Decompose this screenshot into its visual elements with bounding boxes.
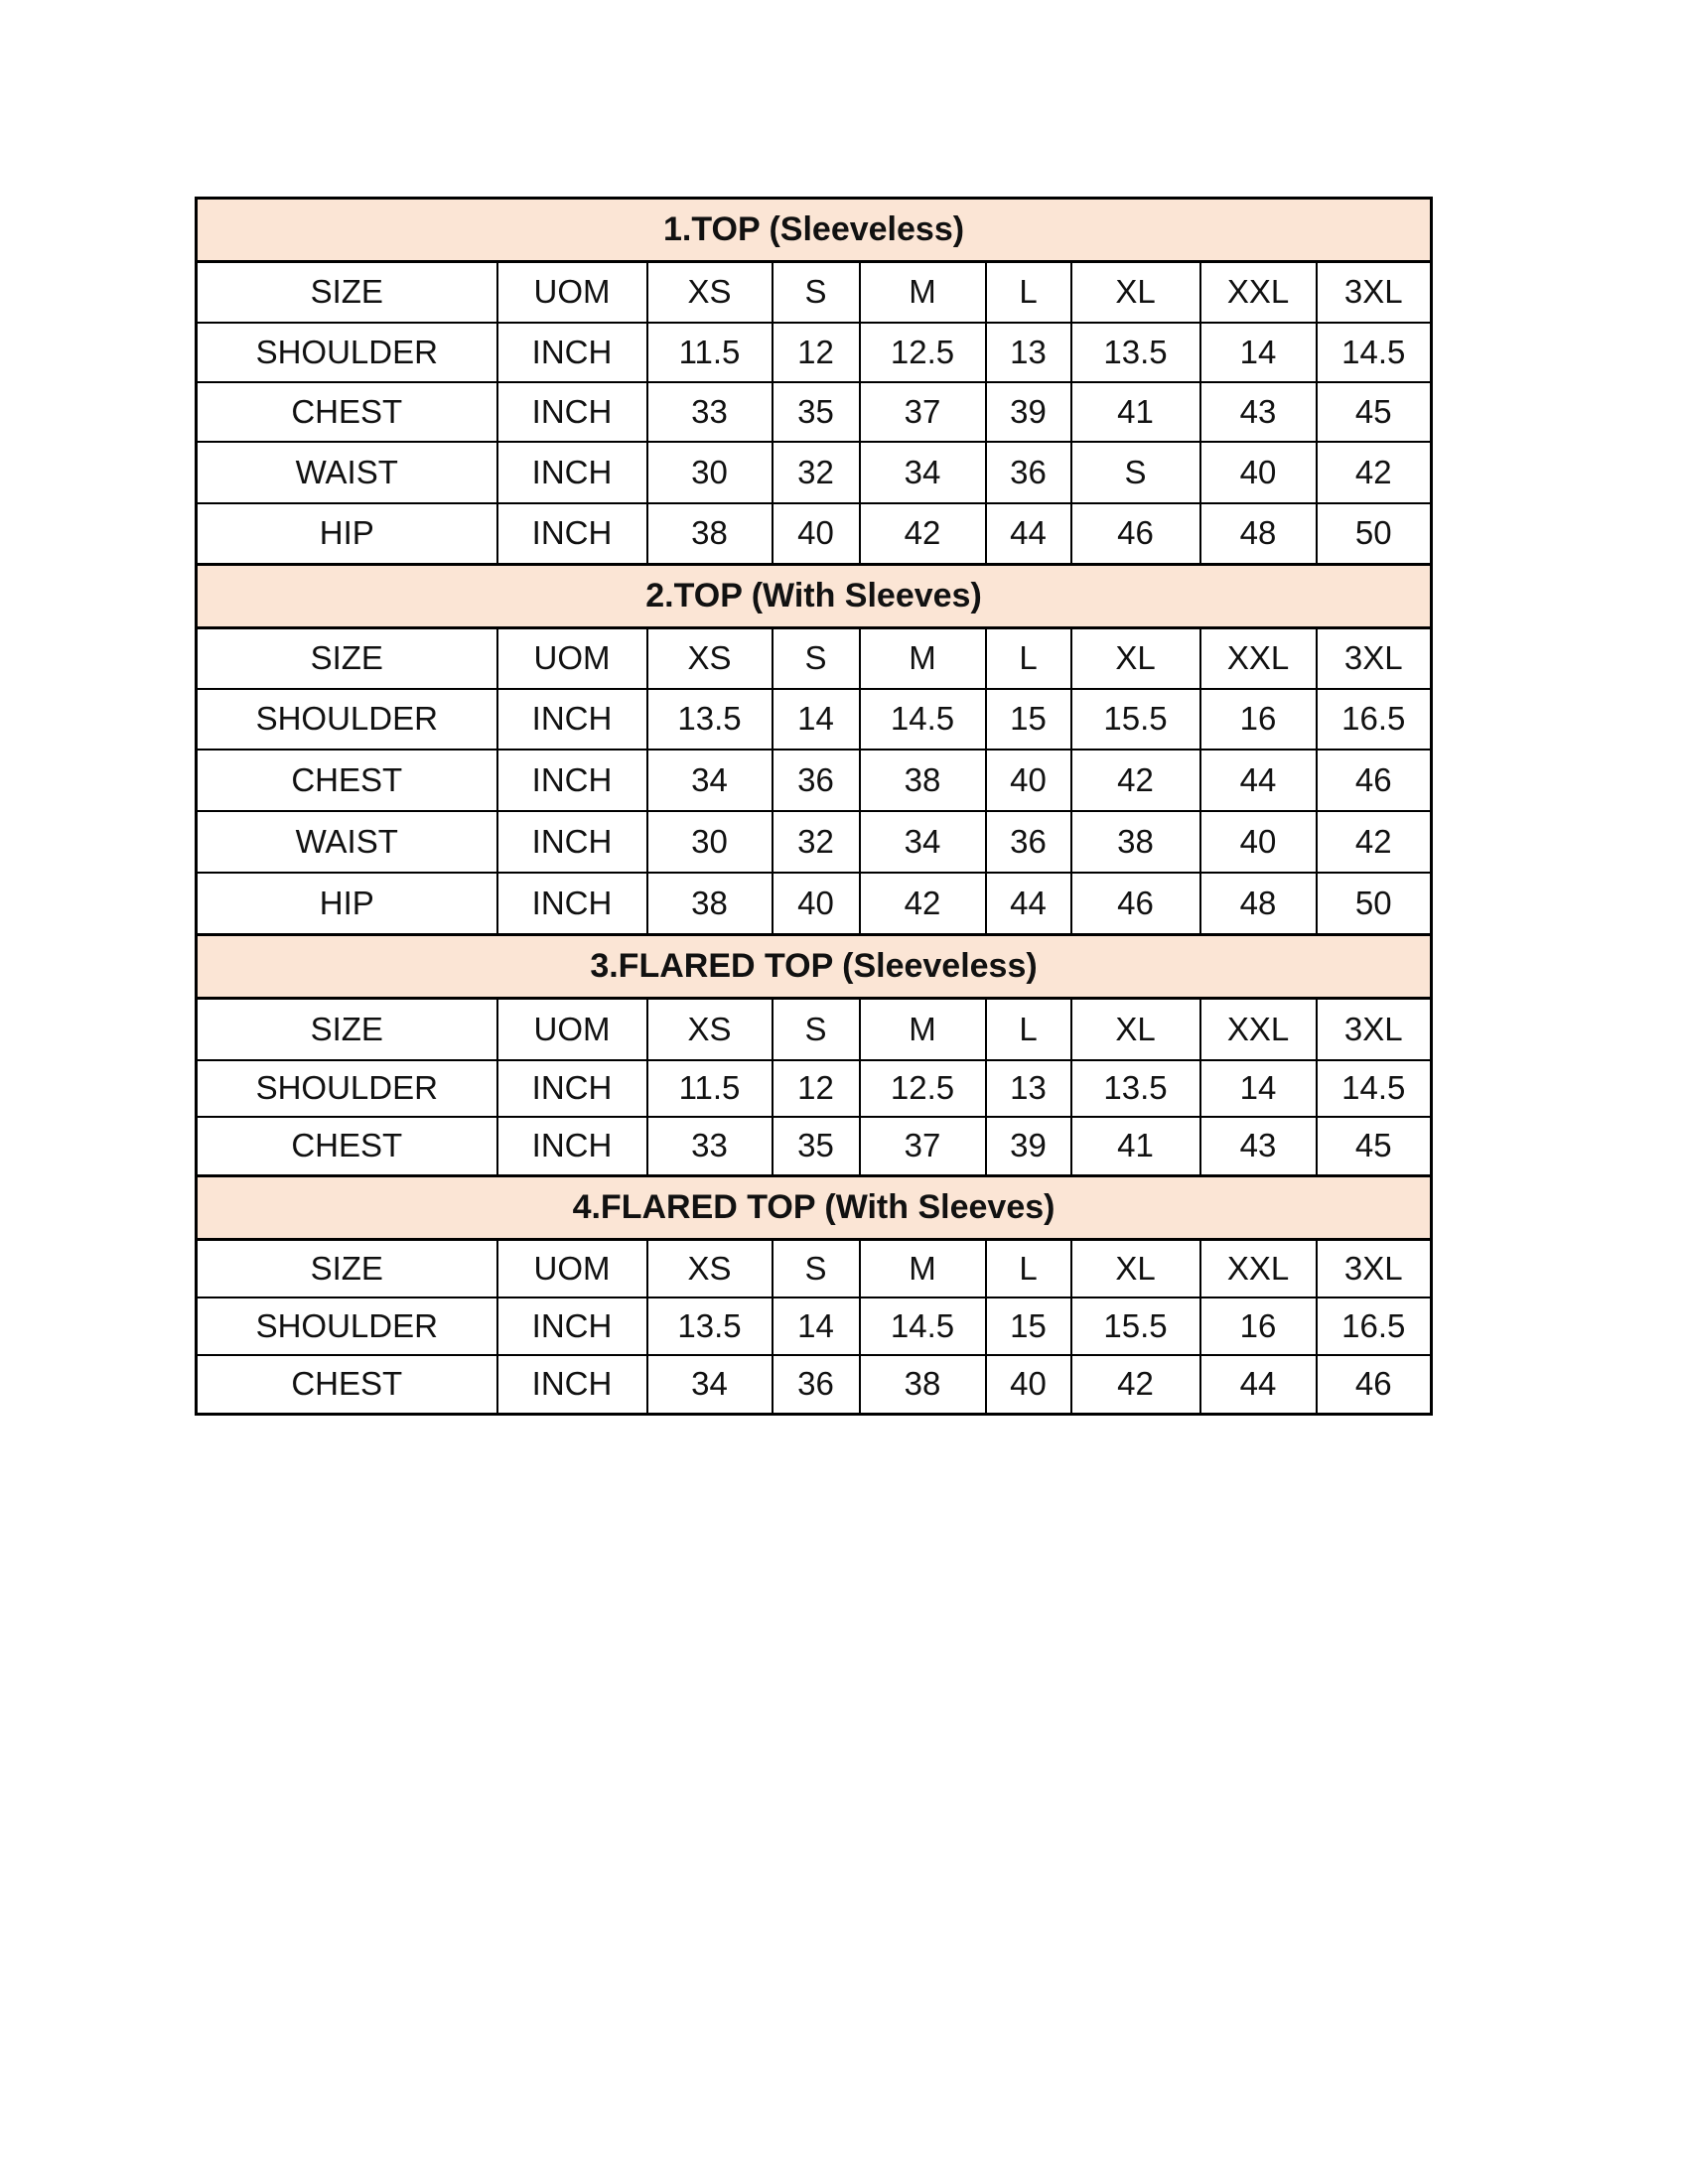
unit-cell: INCH (497, 1117, 647, 1176)
measurement-value-cell: 14.5 (860, 689, 986, 750)
measurement-value-cell: 14 (1200, 323, 1317, 382)
measurement-value-cell: 46 (1317, 750, 1432, 811)
measurement-value-cell: 35 (773, 1117, 860, 1176)
measurement-value-cell: 30 (647, 442, 773, 503)
measurement-value-cell: 40 (1200, 811, 1317, 873)
measurement-value-cell: 36 (773, 750, 860, 811)
measurement-value-cell: 46 (1071, 873, 1200, 935)
section-title-row (197, 199, 1432, 262)
measurement-value-cell: 42 (1317, 442, 1432, 503)
measurement-name-cell: SHOULDER (197, 1297, 497, 1355)
measurement-value-cell: 11.5 (647, 1060, 773, 1117)
measurement-value-cell: 50 (1317, 873, 1432, 935)
unit-cell: INCH (497, 750, 647, 811)
unit-cell: INCH (497, 873, 647, 935)
section-title-row (197, 935, 1432, 999)
measurement-value-cell: S (1071, 442, 1200, 503)
unit-cell: INCH (497, 811, 647, 873)
measurement-value-cell: 40 (773, 503, 860, 565)
size-header-cell: L (986, 628, 1071, 689)
measurement-row (197, 382, 1432, 442)
measurement-value-cell: 46 (1317, 1355, 1432, 1415)
size-header-cell: XS (647, 999, 773, 1060)
measurement-value-cell: 41 (1071, 382, 1200, 442)
measurement-value-cell: 36 (986, 811, 1071, 873)
measurement-value-cell: 42 (1071, 750, 1200, 811)
measurement-value-cell: 15 (986, 1297, 1071, 1355)
measurement-value-cell: 11.5 (647, 323, 773, 382)
measurement-value-cell: 45 (1317, 382, 1432, 442)
measurement-value-cell: 40 (986, 750, 1071, 811)
size-header-cell: SIZE (197, 628, 497, 689)
size-header-cell: S (773, 999, 860, 1060)
measurement-value-cell: 16.5 (1317, 1297, 1432, 1355)
size-header-cell: XXL (1200, 262, 1317, 323)
measurement-name-cell: HIP (197, 503, 497, 565)
measurement-value-cell: 14 (773, 1297, 860, 1355)
measurement-name-cell: SHOULDER (197, 1060, 497, 1117)
measurement-row (197, 811, 1432, 873)
measurement-value-cell: 12 (773, 1060, 860, 1117)
size-header-cell: 3XL (1317, 628, 1432, 689)
measurement-value-cell: 33 (647, 382, 773, 442)
measurement-value-cell: 33 (647, 1117, 773, 1176)
measurement-name-cell: CHEST (197, 382, 497, 442)
unit-cell: INCH (497, 1355, 647, 1415)
section-title: 4.FLARED TOP (With Sleeves) (197, 1176, 1432, 1240)
measurement-value-cell: 12 (773, 323, 860, 382)
measurement-row (197, 1060, 1432, 1117)
measurement-name-cell: CHEST (197, 1117, 497, 1176)
measurement-value-cell: 48 (1200, 503, 1317, 565)
unit-cell: INCH (497, 1297, 647, 1355)
measurement-name-cell: CHEST (197, 750, 497, 811)
measurement-value-cell: 44 (1200, 750, 1317, 811)
measurement-value-cell: 36 (773, 1355, 860, 1415)
size-header-cell: XL (1071, 262, 1200, 323)
measurement-value-cell: 14.5 (1317, 1060, 1432, 1117)
measurement-value-cell: 37 (860, 1117, 986, 1176)
size-header-row (197, 1240, 1432, 1297)
size-header-cell: XXL (1200, 999, 1317, 1060)
unit-cell: INCH (497, 442, 647, 503)
size-header-cell: XL (1071, 999, 1200, 1060)
size-header-cell: UOM (497, 1240, 647, 1297)
section-title: 3.FLARED TOP (Sleeveless) (197, 935, 1432, 999)
size-header-cell: XS (647, 628, 773, 689)
measurement-value-cell: 16 (1200, 689, 1317, 750)
size-chart-body (197, 199, 1432, 1415)
measurement-value-cell: 13.5 (647, 1297, 773, 1355)
unit-cell: INCH (497, 503, 647, 565)
measurement-value-cell: 14 (1200, 1060, 1317, 1117)
measurement-value-cell: 44 (1200, 1355, 1317, 1415)
measurement-name-cell: SHOULDER (197, 323, 497, 382)
section-title: 2.TOP (With Sleeves) (197, 565, 1432, 628)
size-header-cell: L (986, 1240, 1071, 1297)
size-header-row (197, 628, 1432, 689)
size-header-cell: UOM (497, 628, 647, 689)
measurement-name-cell: CHEST (197, 1355, 497, 1415)
measurement-value-cell: 40 (1200, 442, 1317, 503)
size-chart-table (195, 197, 1433, 1416)
measurement-value-cell: 32 (773, 811, 860, 873)
measurement-row (197, 1297, 1432, 1355)
size-header-cell: 3XL (1317, 262, 1432, 323)
measurement-value-cell: 44 (986, 873, 1071, 935)
measurement-value-cell: 13 (986, 323, 1071, 382)
measurement-value-cell: 16.5 (1317, 689, 1432, 750)
size-header-cell: L (986, 999, 1071, 1060)
measurement-name-cell: WAIST (197, 811, 497, 873)
measurement-row (197, 503, 1432, 565)
size-header-row (197, 999, 1432, 1060)
measurement-value-cell: 13 (986, 1060, 1071, 1117)
measurement-value-cell: 35 (773, 382, 860, 442)
size-header-cell: XL (1071, 628, 1200, 689)
measurement-value-cell: 39 (986, 382, 1071, 442)
measurement-value-cell: 48 (1200, 873, 1317, 935)
measurement-value-cell: 50 (1317, 503, 1432, 565)
measurement-value-cell: 45 (1317, 1117, 1432, 1176)
measurement-name-cell: HIP (197, 873, 497, 935)
size-header-cell: UOM (497, 999, 647, 1060)
measurement-value-cell: 42 (860, 503, 986, 565)
unit-cell: INCH (497, 323, 647, 382)
measurement-value-cell: 13.5 (647, 689, 773, 750)
size-header-cell: M (860, 262, 986, 323)
size-header-cell: XXL (1200, 628, 1317, 689)
measurement-value-cell: 13.5 (1071, 323, 1200, 382)
measurement-value-cell: 30 (647, 811, 773, 873)
size-header-cell: S (773, 1240, 860, 1297)
measurement-value-cell: 16 (1200, 1297, 1317, 1355)
measurement-value-cell: 15.5 (1071, 689, 1200, 750)
measurement-row (197, 1117, 1432, 1176)
measurement-name-cell: SHOULDER (197, 689, 497, 750)
measurement-value-cell: 43 (1200, 1117, 1317, 1176)
size-header-cell: S (773, 262, 860, 323)
measurement-value-cell: 34 (860, 442, 986, 503)
measurement-row (197, 689, 1432, 750)
measurement-value-cell: 36 (986, 442, 1071, 503)
section-title-row (197, 565, 1432, 628)
measurement-value-cell: 15.5 (1071, 1297, 1200, 1355)
measurement-value-cell: 38 (1071, 811, 1200, 873)
size-header-cell: 3XL (1317, 1240, 1432, 1297)
measurement-value-cell: 39 (986, 1117, 1071, 1176)
size-header-cell: M (860, 1240, 986, 1297)
measurement-value-cell: 34 (647, 1355, 773, 1415)
measurement-value-cell: 14.5 (860, 1297, 986, 1355)
size-header-row (197, 262, 1432, 323)
size-header-cell: SIZE (197, 1240, 497, 1297)
unit-cell: INCH (497, 689, 647, 750)
size-header-cell: XL (1071, 1240, 1200, 1297)
measurement-row (197, 750, 1432, 811)
measurement-value-cell: 12.5 (860, 1060, 986, 1117)
measurement-value-cell: 41 (1071, 1117, 1200, 1176)
measurement-value-cell: 42 (1071, 1355, 1200, 1415)
size-header-cell: XXL (1200, 1240, 1317, 1297)
measurement-value-cell: 38 (647, 503, 773, 565)
size-header-cell: M (860, 628, 986, 689)
measurement-value-cell: 32 (773, 442, 860, 503)
measurement-value-cell: 14.5 (1317, 323, 1432, 382)
measurement-name-cell: WAIST (197, 442, 497, 503)
measurement-value-cell: 42 (1317, 811, 1432, 873)
measurement-value-cell: 43 (1200, 382, 1317, 442)
size-header-cell: 3XL (1317, 999, 1432, 1060)
measurement-value-cell: 14 (773, 689, 860, 750)
measurement-value-cell: 34 (647, 750, 773, 811)
measurement-value-cell: 37 (860, 382, 986, 442)
measurement-row (197, 442, 1432, 503)
measurement-value-cell: 38 (647, 873, 773, 935)
measurement-value-cell: 12.5 (860, 323, 986, 382)
measurement-value-cell: 40 (773, 873, 860, 935)
size-header-cell: SIZE (197, 262, 497, 323)
measurement-value-cell: 46 (1071, 503, 1200, 565)
size-header-cell: M (860, 999, 986, 1060)
measurement-row (197, 323, 1432, 382)
size-header-cell: XS (647, 262, 773, 323)
section-title: 1.TOP (Sleeveless) (197, 199, 1432, 262)
measurement-value-cell: 34 (860, 811, 986, 873)
size-header-cell: S (773, 628, 860, 689)
size-header-cell: L (986, 262, 1071, 323)
measurement-value-cell: 38 (860, 1355, 986, 1415)
unit-cell: INCH (497, 382, 647, 442)
size-header-cell: UOM (497, 262, 647, 323)
measurement-row (197, 1355, 1432, 1415)
measurement-value-cell: 38 (860, 750, 986, 811)
measurement-value-cell: 15 (986, 689, 1071, 750)
unit-cell: INCH (497, 1060, 647, 1117)
size-header-cell: XS (647, 1240, 773, 1297)
measurement-value-cell: 44 (986, 503, 1071, 565)
measurement-value-cell: 40 (986, 1355, 1071, 1415)
measurement-value-cell: 42 (860, 873, 986, 935)
section-title-row (197, 1176, 1432, 1240)
measurement-value-cell: 13.5 (1071, 1060, 1200, 1117)
measurement-row (197, 873, 1432, 935)
size-header-cell: SIZE (197, 999, 497, 1060)
